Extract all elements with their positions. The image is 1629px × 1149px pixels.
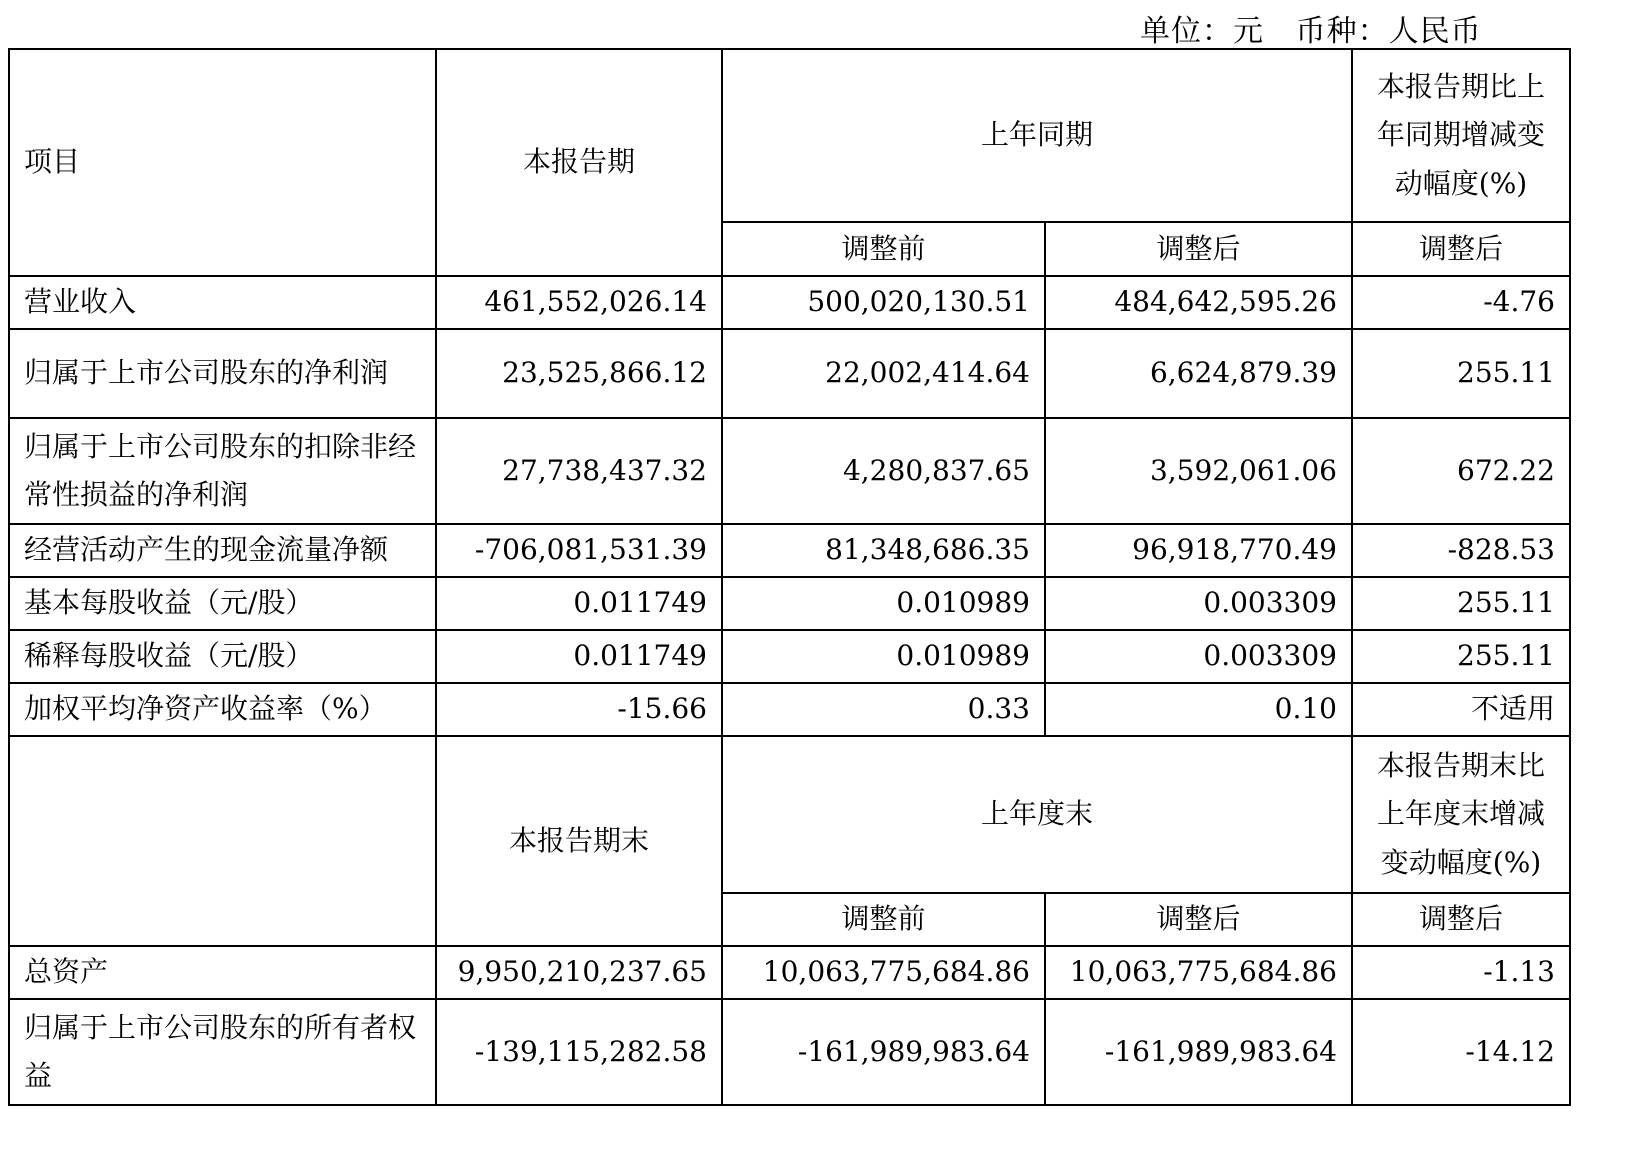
cell-change: -14.12 [1352,999,1570,1105]
table-row [9,418,1570,524]
header-current-period: 本报告期 [436,49,722,276]
table-row [9,524,1570,577]
table-row [9,276,1570,329]
cell-after: 3,592,061.06 [1045,418,1352,524]
cell-current: 27,738,437.32 [436,418,722,524]
row-label: 总资产 [9,946,436,999]
cell-before: 4,280,837.65 [722,418,1045,524]
cell-current: -139,115,282.58 [436,999,722,1105]
cell-current: 0.011749 [436,577,722,630]
cell-before: 0.33 [722,683,1045,736]
cell-after: -161,989,983.64 [1045,999,1352,1105]
cell-change: 672.22 [1352,418,1570,524]
subheader-before-adjustment: 调整前 [722,222,1045,276]
header-change-rate: 本报告期比上年同期增减变动幅度(%) [1352,49,1570,222]
row-label: 基本每股收益（元/股） [9,577,436,630]
cell-after: 0.003309 [1045,577,1352,630]
header-prior-year-end: 上年度末 [722,736,1352,893]
cell-before: 10,063,775,684.86 [722,946,1045,999]
cell-before: 0.010989 [722,630,1045,683]
cell-change: -4.76 [1352,276,1570,329]
header-item: 项目 [9,49,436,276]
table-row [9,329,1570,418]
header-blank-cell [9,736,436,946]
cell-current: -706,081,531.39 [436,524,722,577]
row-label: 经营活动产生的现金流量净额 [9,524,436,577]
row-label: 归属于上市公司股东的所有者权益 [9,999,436,1105]
cell-after: 484,642,595.26 [1045,276,1352,329]
row-label: 归属于上市公司股东的扣除非经常性损益的净利润 [9,418,436,524]
cell-after: 10,063,775,684.86 [1045,946,1352,999]
cell-after: 0.003309 [1045,630,1352,683]
cell-before: 22,002,414.64 [722,329,1045,418]
subheader-change-after-adjustment: 调整后 [1352,222,1570,276]
row-label: 营业收入 [9,276,436,329]
cell-change: 不适用 [1352,683,1570,736]
subheader-before-adjustment: 调整前 [722,893,1045,946]
cell-change: 255.11 [1352,630,1570,683]
cell-change: 255.11 [1352,577,1570,630]
cell-before: 500,020,130.51 [722,276,1045,329]
cell-change: -1.13 [1352,946,1570,999]
table-row [9,999,1570,1105]
cell-after: 0.10 [1045,683,1352,736]
cell-current: -15.66 [436,683,722,736]
table-row [9,577,1570,630]
cell-change: -828.53 [1352,524,1570,577]
header-row [9,49,1570,222]
header-period-end: 本报告期末 [436,736,722,946]
cell-before: 81,348,686.35 [722,524,1045,577]
cell-current: 23,525,866.12 [436,329,722,418]
cell-after: 96,918,770.49 [1045,524,1352,577]
table-row [9,630,1570,683]
table-row [9,946,1570,999]
table-row [9,683,1570,736]
header-change-rate: 本报告期末比上年度末增减变动幅度(%) [1352,736,1570,893]
header-row [9,736,1570,893]
header-prior-year-same-period: 上年同期 [722,49,1352,222]
cell-change: 255.11 [1352,329,1570,418]
subheader-change-after-adjustment: 调整后 [1352,893,1570,946]
cell-current: 461,552,026.14 [436,276,722,329]
cell-current: 9,950,210,237.65 [436,946,722,999]
subheader-after-adjustment: 调整后 [1045,222,1352,276]
cell-current: 0.011749 [436,630,722,683]
row-label: 归属于上市公司股东的净利润 [9,329,436,418]
cell-before: -161,989,983.64 [722,999,1045,1105]
row-label: 稀释每股收益（元/股） [9,630,436,683]
unit-currency-note: 单位：元 币种：人民币 [1140,14,1482,49]
row-label: 加权平均净资产收益率（%） [9,683,436,736]
subheader-after-adjustment: 调整后 [1045,893,1352,946]
cell-before: 0.010989 [722,577,1045,630]
financial-data-table [8,48,1571,1106]
cell-after: 6,624,879.39 [1045,329,1352,418]
